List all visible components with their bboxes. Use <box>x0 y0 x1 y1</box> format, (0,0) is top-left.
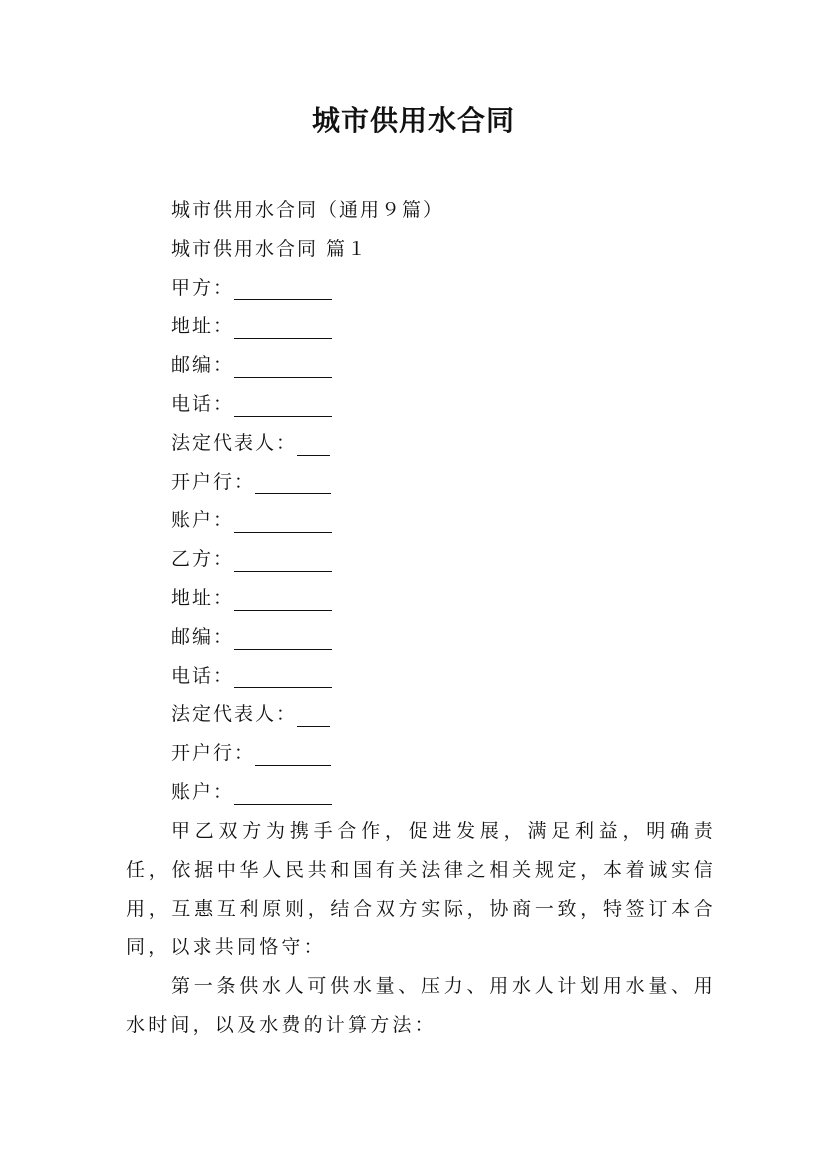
party-b-address-row <box>171 579 444 618</box>
party-b-postcode-blank <box>234 625 332 650</box>
party-b-row <box>171 540 444 579</box>
party-a-legal-rep-label: 法定代表人： <box>171 431 298 454</box>
party-a-phone-blank <box>234 392 332 417</box>
body-paragraph-article-1: 第一条供水人可供水量、压力、用水人计划用水量、用水时间，以及水费的计算方法： <box>126 975 716 1036</box>
party-b-account-row <box>171 773 444 812</box>
party-a-account-label: 账户： <box>171 509 235 532</box>
party-b-bank-row <box>171 734 444 773</box>
party-b-bank-label: 开户行： <box>171 742 256 765</box>
party-a-account-blank <box>234 508 332 533</box>
party-b-blank <box>234 547 332 572</box>
party-a-postcode-blank <box>234 353 332 378</box>
party-a-blank <box>234 275 332 300</box>
party-b-phone-blank <box>234 663 332 688</box>
party-a-address-blank <box>234 314 332 339</box>
party-b-phone-label: 电话： <box>171 664 235 687</box>
party-b-bank-blank <box>255 741 331 766</box>
party-b-legal-rep-label: 法定代表人： <box>171 703 298 726</box>
party-b-address-label: 地址： <box>171 586 235 609</box>
document-title: 城市供用水合同 <box>311 104 515 137</box>
party-a-bank-row <box>171 463 444 502</box>
party-b-account-blank <box>234 780 332 805</box>
party-b-label: 乙方： <box>171 548 235 571</box>
party-a-label: 甲方： <box>171 276 235 299</box>
party-b-address-blank <box>234 586 332 611</box>
party-a-postcode-row <box>171 346 444 385</box>
body-paragraph-intro: 甲乙双方为携手合作，促进发展，满足利益，明确责任，依据中华人民共和国有关法律之相关规定，本着诚实信用，互惠互利原则，结合双方实际，协商一致，特签订本合同，以求共同恪守： <box>126 820 716 959</box>
party-b-account-label: 账户： <box>171 780 235 803</box>
party-a-bank-blank <box>255 469 331 494</box>
party-a-address-label: 地址： <box>171 315 235 338</box>
party-a-legal-rep-blank <box>297 431 330 456</box>
party-b-postcode-row <box>171 618 444 657</box>
section-heading: 城市供用水合同 篇１ <box>171 237 369 260</box>
contract-header-fields <box>171 191 444 812</box>
party-a-postcode-label: 邮编： <box>171 354 235 377</box>
party-b-phone-row <box>171 657 444 696</box>
party-b-legal-rep-blank <box>297 702 330 727</box>
party-a-bank-label: 开户行： <box>171 470 256 493</box>
party-b-postcode-label: 邮编： <box>171 625 235 648</box>
party-a-row <box>171 269 444 308</box>
party-a-phone-row <box>171 385 444 424</box>
document-subtitle: 城市供用水合同（通用９篇） <box>171 199 445 221</box>
party-b-legal-rep-row <box>171 695 444 734</box>
party-a-phone-label: 电话： <box>171 392 235 415</box>
party-a-account-row <box>171 501 444 540</box>
party-a-legal-rep-row <box>171 424 444 463</box>
party-a-address-row <box>171 307 444 346</box>
